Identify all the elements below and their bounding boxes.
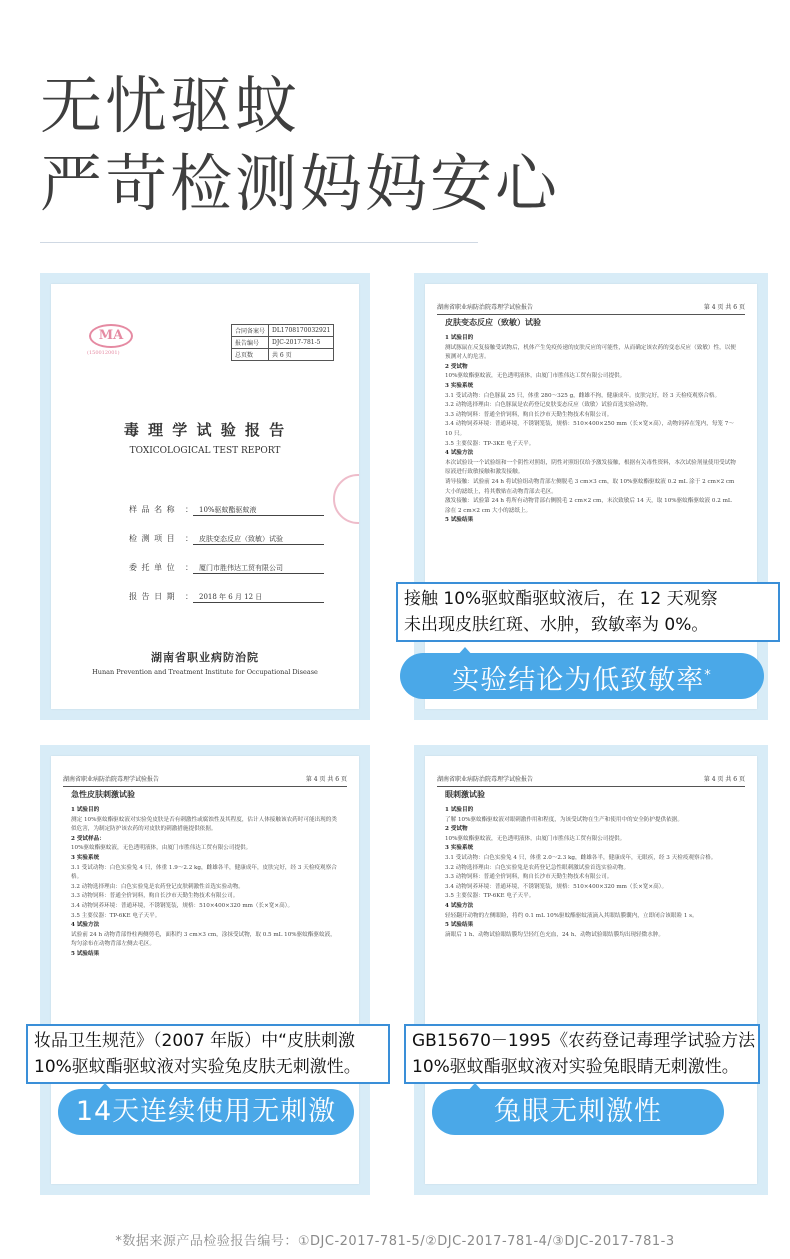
quote-sensitization — [396, 582, 780, 642]
section-heading: 3 实验系统 — [71, 854, 100, 861]
ma-logo: MA — [89, 324, 133, 348]
header-right: 第 4 页 共 6 页 — [703, 776, 745, 783]
section-heading: 2 受试样品： — [71, 835, 105, 842]
section-heading: 3 实验系统 — [445, 845, 474, 852]
section-heading: 2 受试物 — [445, 826, 468, 833]
page-body — [445, 334, 737, 526]
body-paragraph: 3.2 动物选择理由：白色实验兔是农药登记皮肤刺激性首选实验动物。 — [71, 883, 244, 890]
field-label: 样 品 名 称 — [129, 505, 176, 514]
body-paragraph: 3.5 主要仪器：TP-6KE 电子天平。 — [445, 893, 535, 900]
section-heading: 4 试验方法 — [445, 450, 474, 457]
info-row — [232, 349, 334, 361]
body-paragraph: 试验前 24 h 动物背部脊柱两侧剪毛，面积约 3 cm×3 cm，涂抹受试物，取 0.5 mL 10%驱蚊酯驱蚊液，均匀涂布在动物背部左侧去毛区。 — [71, 931, 336, 948]
field-report-date: 报 告 日 期 ： 2018 年 6 月 12 日 — [129, 591, 324, 603]
ma-number: (150012001) — [87, 350, 120, 356]
info-value: DL1708170032921 — [269, 325, 334, 337]
page-subtitle: 眼刺激试验 — [445, 789, 485, 799]
section-heading: 3 实验系统 — [445, 382, 474, 389]
page-body — [445, 806, 737, 940]
body-paragraph: 激发接触：试验第 24 h 将所有动物背部右侧脱毛 2 cm×2 cm，末次致敏后 14 天，取 10%驱蚊酯驱蚊液 0.2 mL 涂在 2 cm×2 cm 大小的滤纸上。 — [445, 498, 732, 514]
body-paragraph: 了解 10%驱蚊酯驱蚊液对眼刺激作用和程度，为该受试物在生产和使用中的安全防护提供依据。 — [445, 816, 683, 823]
body-paragraph: 测定 10%驱蚊酯驱蚊液对实验免皮肤是否有刺激性或腐蚀性及其程度，估计人体接触该农药时可能出现的类似危害，为制定防护该农药的对皮肤的刺激措施提供依据。 — [71, 816, 337, 833]
field-label: 报 告 日 期 — [129, 592, 176, 601]
section-heading: 5 试验结果 — [445, 517, 474, 524]
section-heading: 4 试验方法 — [71, 922, 100, 929]
header-left: 湖南省职业病防治院毒理学试验报告 — [437, 776, 534, 783]
field-test-item: 检 测 项 目 ： 皮肤变态反应（致敏）试验 — [129, 533, 324, 545]
body-paragraph: 10%驱蚊酯驱蚊液，无色透明液体，由厦门市胜伟达工贸有限公司提供。 — [445, 373, 626, 380]
quote-line: 未出现皮肤红斑、水肿，致敏率为 0%。 — [404, 615, 709, 635]
report-title-cn: 毒 理 学 试 验 报 告 — [123, 421, 287, 439]
conclusion-pill-sensitization — [400, 653, 764, 699]
body-paragraph: 轻轻翻开动物的左侧眼睑，将约 0.1 mL 10%驱蚊酯驱蚊液滴入其眼结膜囊内，立即闭合该眼睑 1 s。 — [445, 912, 698, 919]
body-paragraph: 3.5 主要仪器：TP-6KE 电子天平。 — [71, 912, 161, 919]
pill-label: 14天连续使用无刺激 — [75, 1096, 337, 1127]
headline-line-1: 无忧驱蚊 — [40, 69, 301, 142]
quote-line: 10%驱蚊酯驱蚊液对实验兔皮肤无刺激性。 — [34, 1057, 361, 1077]
conclusion-pill-skin — [58, 1089, 354, 1135]
field-value: 2018 年 6 月 12 日 — [193, 592, 324, 603]
quote-skin — [26, 1024, 390, 1084]
quote-line: 妆品卫生规范》（2007 年版）中“皮肤刺激 — [34, 1031, 355, 1051]
section-heading: 4 试验方法 — [445, 902, 474, 909]
page-subtitle: 皮肤变态反应（致敏）试验 — [445, 317, 541, 327]
pill-label: 兔眼无刺激性 — [494, 1096, 662, 1127]
seal-stamp — [333, 474, 359, 524]
cover-page — [51, 284, 359, 709]
sensitization-page — [425, 284, 757, 709]
field-label: 委 托 单 位 — [129, 563, 176, 572]
page-header — [437, 774, 745, 787]
body-paragraph: 10%驱蚊酯驱蚊液，无色透明液体，由厦门市胜伟达工贸有限公司提供。 — [71, 845, 252, 852]
body-paragraph: 3.1 受试动物：白色实验兔 4 只，体重 2.0～2.3 kg，雌雄各半，健康成年，无眼疾，经 3 天检疫观察合格。 — [445, 854, 717, 861]
report-title-en: TOXICOLOGICAL TEST REPORT — [129, 446, 281, 456]
footnote-source: *数据来源产品检验报告编号：①DJC-2017-781-5/②DJC-2017-781-4/③DJC-2017-781-3 — [115, 1234, 675, 1249]
info-row — [232, 325, 334, 337]
field-value: 皮肤变态反应（致敏）试验 — [193, 534, 324, 545]
quote-line: GB15670－1995《农药登记毒理学试验方法 — [412, 1031, 756, 1051]
body-paragraph: 3.3 动物饲料：普通全价饲料，购自长沙市天勤生物技术有限公司。 — [71, 893, 239, 900]
body-paragraph: 测试豚鼠在反复接触受试物后，机体产生免疫传递的皮肤反应的可能性，从而确定该农药的变态反应（致敏）性，以便预测对人的危害。 — [445, 344, 736, 361]
header-left: 湖南省职业病防治院毒理学试验报告 — [63, 776, 160, 783]
header-left: 湖南省职业病防治院毒理学试验报告 — [437, 304, 534, 311]
section-heading: 2 受试物 — [445, 363, 468, 370]
quote-eye — [404, 1024, 760, 1084]
pill-label: 实验结论为低致敏率 — [452, 665, 705, 696]
body-paragraph: 10%驱蚊酯驱蚊液，无色透明液体，由厦门市胜伟达工贸有限公司提供。 — [445, 835, 626, 842]
info-value: 共 6 页 — [269, 349, 334, 361]
field-sample-name: 样 品 名 称 ： 10%驱蚊酯驱蚊液 — [129, 504, 324, 516]
header-right: 第 4 页 共 6 页 — [305, 776, 347, 783]
institute-name-cn: 湖南省职业病防治院 — [151, 651, 259, 664]
body-paragraph: 3.2 动物选择理由：白色实验兔是农药登记急性眼刺激试验首选实验动物。 — [445, 864, 630, 871]
section-heading: 1 试验目的 — [445, 335, 474, 341]
footnote-mark: * — [704, 668, 712, 683]
body-paragraph: 3.1 受试动物：白色豚鼠 25 只，体重 280～325 g，雌雄不拘，健康成年。皮肤完好，经 3 天检疫观察合格。 — [445, 392, 721, 399]
info-value: DJC-2017-781-5 — [269, 337, 334, 349]
section-heading: 1 试验目的 — [71, 807, 100, 813]
field-label: 检 测 项 目 — [129, 534, 176, 543]
page-header — [63, 774, 347, 787]
info-label: 总页数 — [232, 349, 269, 361]
institute-name-en: Hunan Prevention and Treatment Institute for Occupational Disease — [92, 668, 318, 676]
section-heading: 1 试验目的 — [445, 807, 474, 813]
info-row — [232, 337, 334, 349]
page-header — [437, 302, 745, 315]
info-table — [231, 324, 334, 361]
conclusion-pill-eye — [432, 1089, 724, 1135]
body-paragraph: 3.4 动物饲养环境：普通环境，不锈钢笼装，规格：510×400×320 mm（长×宽×高）。 — [445, 883, 668, 890]
body-paragraph: 诱导接触：试验前 24 h 将试验组动物背部左侧脱毛 3 cm×3 cm，取 10%驱蚊酯驱蚊液 0.2 mL 涂于 2 cm×2 cm 大小的滤纸上，将其敷贴在动物背部去毛区。 — [445, 478, 735, 495]
info-label: 合同备案号 — [232, 325, 269, 337]
body-paragraph: 3.3 动物饲料：普通全价饲料，购自长沙市天勤生物技术有限公司。 — [445, 874, 613, 881]
section-heading: 5 试验结果 — [71, 950, 100, 957]
body-paragraph: 3.5 主要仪器：TP-3KE 电子天平。 — [445, 440, 535, 447]
page-subtitle: 急性皮肤刺激试验 — [71, 789, 135, 799]
divider — [40, 242, 478, 243]
field-value: 10%驱蚊酯驱蚊液 — [193, 505, 324, 516]
body-paragraph: 本次试验设一个试验组和一个阴性对照组，阴性对照组仅给予激发接触，根据有关毒性资料，本次试验剂量使用受试物原液进行致敏接触和激发接触。 — [445, 459, 736, 476]
field-value: 厦门市胜伟达工贸有限公司 — [193, 563, 324, 574]
quote-line: 接触 10%驱蚊酯驱蚊液后，在 12 天观察 — [404, 589, 718, 609]
page-body — [71, 806, 339, 960]
section-heading: 5 试验结果 — [445, 922, 474, 929]
body-paragraph: 3.3 动物饲料：普通全价饲料，购自长沙市天勤生物技术有限公司。 — [445, 411, 613, 418]
field-client: 委 托 单 位 ： 厦门市胜伟达工贸有限公司 — [129, 562, 324, 574]
body-paragraph: 滴眼后 1 h、动物试验眼结膜均呈轻红色充血，24 h、动物试验眼结膜均出现轻微水肿。 — [445, 931, 664, 938]
body-paragraph: 3.4 动物饲养环境：普通环境，不锈钢笼装，规格：510×400×320 mm（长×宽×高）。 — [71, 902, 294, 909]
body-paragraph: 3.4 动物饲养环境：普通环境，不锈钢笼装，规格：510×400×250 mm（长×宽×高），动物饲养在笼内，每笼 7～10 只。 — [445, 421, 734, 437]
headline-line-2: 严苛检测妈妈安心 — [40, 147, 561, 220]
quote-line: 10%驱蚊酯驱蚊液对实验兔眼睛无刺激性。 — [412, 1057, 739, 1077]
info-label: 报告编号 — [232, 337, 269, 349]
body-paragraph: 3.1 受试动物：白色实验兔 4 只，体重 1.9～2.2 kg，雌雄各半，健康成年，皮肤完好，经 3 天检疫观察合格。 — [71, 864, 337, 881]
body-paragraph: 3.2 动物选择理由：白色豚鼠是农药登记皮肤变态反应（致敏）试验首选实验动物。 — [445, 402, 652, 409]
report-card-cover — [40, 273, 370, 720]
header-right: 第 4 页 共 6 页 — [703, 304, 745, 311]
